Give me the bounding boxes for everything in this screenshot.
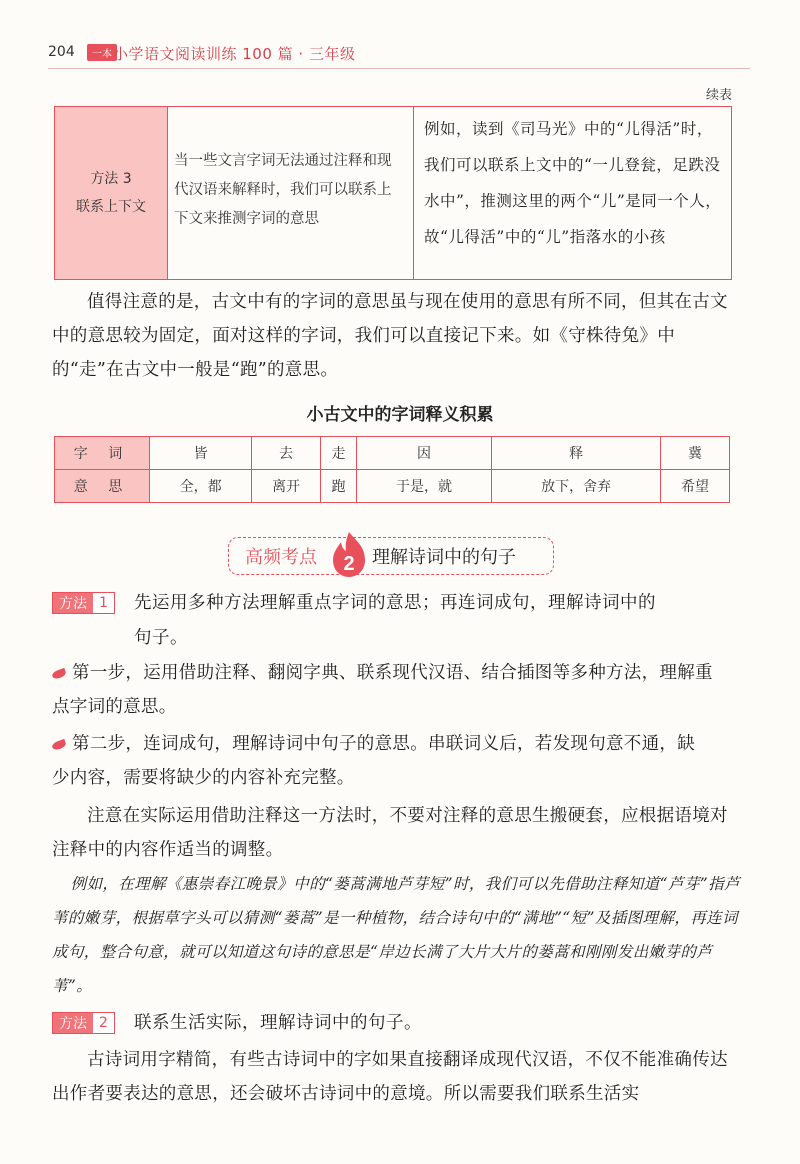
word-cell: 去 (252, 437, 321, 470)
word-cell: 释 (492, 437, 661, 470)
note-on-annotations: 注意在实际运用借助注释这一方法时，不要对注释的意思生搬硬套，应根据语境对注释中的内容作适当的调整。 (52, 806, 728, 860)
method-tag-2 (52, 1012, 115, 1034)
page-number: 204 (48, 44, 75, 60)
method-2-heading: 联系生活实际，理解诗词中的句子。 (134, 1013, 422, 1033)
method-tag-number: 2 (93, 1013, 114, 1033)
method-name-cell (55, 107, 168, 279)
step-2-line2: 少内容，需要将缺少的内容补充完整。 (52, 768, 355, 788)
meaning-cell: 于是，就 (356, 470, 491, 503)
word-cell: 走 (321, 437, 357, 470)
table-row (55, 437, 730, 470)
meaning-cell: 希望 (661, 470, 730, 503)
word-cell: 皆 (150, 437, 252, 470)
leaf-bullet-icon (51, 739, 67, 751)
table-row (55, 470, 730, 503)
series-title: 小学语文阅读训练 100 篇 · 三年级 (113, 45, 356, 63)
step-1-line1: 第一步，运用借助注释、翻阅字典、联系现代汉语、结合插图等多种方法，理解重 (72, 663, 713, 683)
method-tag-number: 1 (93, 593, 114, 613)
meaning-cell: 跑 (321, 470, 357, 503)
word-cell: 因 (356, 437, 491, 470)
method-table (54, 106, 732, 280)
method-tag-label: 方法 (53, 1013, 93, 1033)
banner-label: 高频考点 (245, 547, 317, 568)
step-2-line1: 第二步，连词成句，理解诗词中句子的意思。串联词义后，若发现句意不通，缺 (72, 734, 695, 754)
method-tag-1 (52, 592, 115, 614)
continued-label: 续表 (706, 88, 733, 103)
step-1-line2: 点字词的意思。 (52, 697, 177, 717)
flame-icon (329, 530, 369, 578)
example-paragraph: 例如，在理解《惠崇春江晚景》中的“蒌蒿满地芦芽短”时，我们可以先借助注释知道“芦芽”指芦苇的嫩芽，根据草字头可以猜测“蒌蒿”是一种植物，结合诗句中的“满地”“短”及插图理解，再连词成句，整合句意，就可以知道这句诗的意思是“岸边长满了大片大片的蒌蒿和刚刚发出嫩芽的芦苇”。 (52, 875, 740, 995)
meaning-cell: 离开 (252, 470, 321, 503)
header-divider (48, 68, 750, 69)
step-1 (52, 656, 742, 690)
note-paragraph: 值得注意的是，古文中有的字词的意思虽与现在使用的意思有所不同，但其在古文中的意思较为固定，面对这样的字词，我们可以直接记下来。如《守株待兔》中的“走”在古文中一般是“跑”的意思。 (52, 292, 728, 380)
step-2 (52, 727, 742, 761)
leaf-bullet-icon (51, 668, 67, 680)
meaning-cell: 放下，舍弃 (492, 470, 661, 503)
vocab-table (54, 436, 730, 503)
method-2-paragraph: 古诗词用字精简，有些古诗词中的字如果直接翻译成现代汉语，不仅不能准确传达出作者要表达的意思，还会破坏古诗词中的意境。所以需要我们联系生活实 (52, 1050, 728, 1104)
meaning-cell: 全，都 (150, 470, 252, 503)
vocab-table-title: 小古文中的字词释义积累 (306, 405, 494, 425)
row-header-words: 字 词 (55, 437, 150, 470)
method-tag-label: 方法 (53, 593, 93, 613)
banner-number: 2 (343, 553, 355, 575)
brand-logo: 一本 (87, 44, 117, 61)
method-name: 方法 3 (90, 171, 132, 187)
word-cell: 冀 (661, 437, 730, 470)
method-1-heading-line2: 句子。 (134, 628, 188, 648)
method-description: 当一些文言字词无法通过注释和现代汉语来解释时，我们可以联系上下文来推测字词的意思 (168, 107, 414, 279)
section-title: 理解诗词中的句子 (372, 547, 516, 568)
method-1-heading-line1: 先运用多种方法理解重点字词的意思；再连词成句，理解诗词中的 (134, 593, 656, 613)
method-example: 例如，读到《司马光》中的“儿得活”时，我们可以联系上文中的“一儿登瓮，足跌没水中”，推测这里的两个“儿”是同一个人，故“儿得活”中的“儿”指落水的小孩 (424, 120, 722, 246)
method-subtitle: 联系上下文 (76, 199, 146, 215)
row-header-meanings: 意 思 (55, 470, 150, 503)
